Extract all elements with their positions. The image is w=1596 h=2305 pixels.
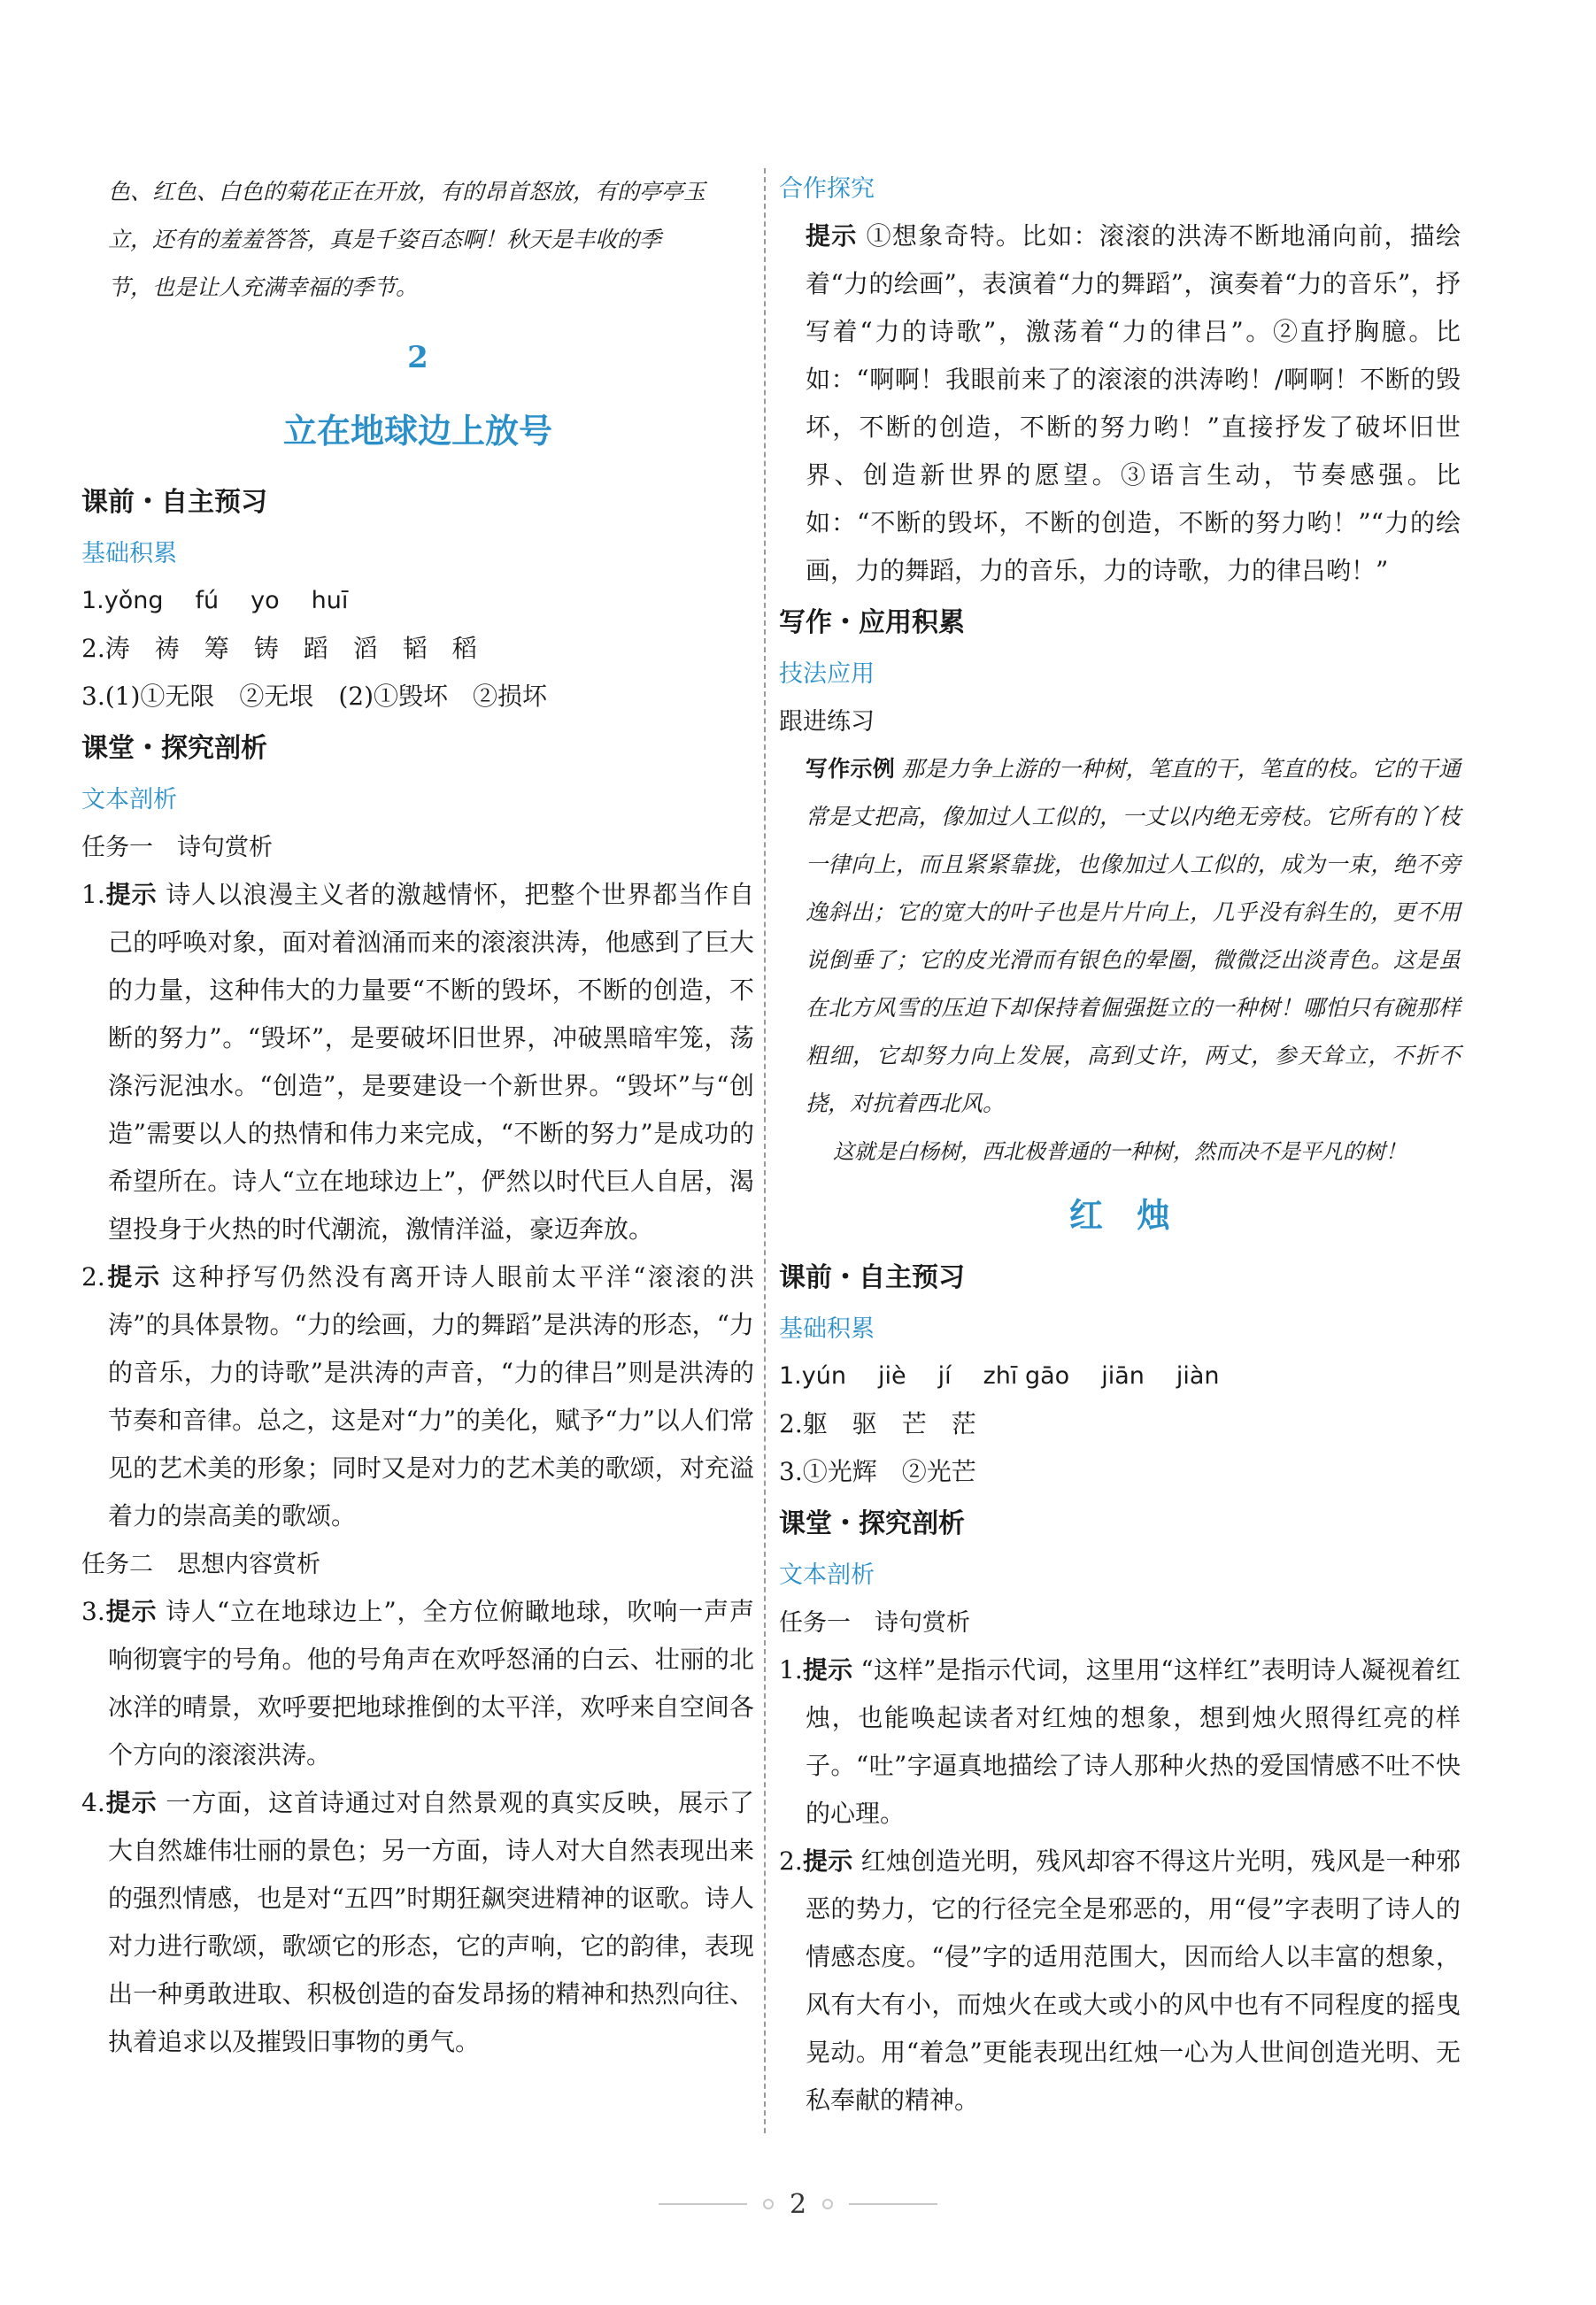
section-heading-writing: 写作・应用积累 [779,608,965,637]
answer-2: 2.提示 红烛创造光明，残风却容不得这片光明，残风是一种邪恶的势力，它的行径完全是邪恶的，用“侵”字表明了诗人的情感态度。“侵”字的适用范围大，因而给人以丰富的想象，风有大有小，而烛火在或大或小的风中也有不同程度的摇曳晃动。用“着急”更能表现出红烛一心为人世间创造光明、无私奉献的精神。 [779,1846,1461,2115]
answer-3: 3.提示 诗人“立在地球边上”，全方位俯瞰地球，吹响一声声响彻寰宇的号角。他的号角声在欢呼怒涌的白云、壮丽的北冰洋的晴景，欢呼要把地球推倒的太平洋，欢呼来自空间各个方向的滚滚洪涛。 [81,1597,754,1769]
left-column [81,168,754,2066]
right-column [779,168,1461,2124]
answer-item: 2.躯 驱 芒 茫 [779,1409,976,1438]
chapter-number: 2 [407,340,428,375]
answer-item: 2.涛 祷 筹 铸 蹈 滔 韬 稻 [81,634,477,663]
subheading-text-analysis: 文本剖析 [779,1561,875,1588]
pinyin-answer: 1.yún jiè jí zhī gāo jiān jiàn [779,1362,1220,1390]
subheading-basics: 基础积累 [779,1315,875,1342]
subheading-technique: 技法应用 [779,660,875,687]
task-heading: 任务一 诗句赏析 [779,1609,970,1636]
intro-line: 色、红色、白色的菊花正在开放，有的昂首怒放，有的亭亭玉 [108,179,706,204]
chapter-title: 立在地球边上放号 [282,411,552,451]
answer-1: 1.提示 “这样”是指示代词，这里用“这样红”表明诗人凝视着红烛，也能唤起读者对红烛的想象，想到烛火照得红亮的样子。“吐”字逼真地描绘了诗人那种火热的爱国情感不吐不快的心理。 [779,1655,1461,1828]
intro-line: 立，还有的羞羞答答，真是千姿百态啊！秋天是丰收的季 [108,227,662,252]
subheading-basics: 基础积累 [81,540,177,567]
follow-practice-heading: 跟进练习 [779,708,875,735]
task-heading: 任务二 思想内容赏析 [81,1551,320,1577]
subheading-text-analysis: 文本剖析 [81,786,177,813]
section-heading-preview: 课前・自主预习 [779,1263,965,1292]
answer-1: 1.提示 诗人以浪漫主义者的激越情怀，把整个世界都当作自己的呼唤对象，面对着汹涌而来的滚滚洪涛，他感到了巨大的力量，这种伟大的力量要“不断的毁坏，不断的创造，不断的努力”。“毁坏”，是要破坏旧世界，冲破黑暗牢笼，荡涤污泥浊水。“创造”，是要建设一个新世界。“毁坏”与“创造”需要以人的热情和伟力来完成，“不断的努力”是成功的希望所在。诗人“立在地球边上”，俨然以时代巨人自居，渴望投身于火热的时代潮流，激情洋溢，豪迈奔放。 [81,880,754,1244]
intro-paragraph [81,168,754,312]
task-heading: 任务一 诗句赏析 [81,834,273,860]
page-number: 2 [789,2188,807,2220]
answer-item: 3.①光辉 ②光芒 [779,1457,976,1486]
section-heading-preview: 课前・自主预习 [81,488,267,517]
footer-rule-right [849,2203,937,2205]
cooperative-answer: 提示 ①想象奇特。比如：滚滚的洪涛不断地涌向前，描绘着“力的绘画”，表演着“力的舞蹈”，演奏着“力的音乐”，抒写着“力的诗歌”，激荡着“力的律吕”。②直抒胸臆。比如：“啊啊！我眼前来了的滚滚的洪涛哟！/啊啊！不断的毁坏，不断的创造，不断的努力哟！”直接抒发了破坏旧世界、创造新世界的愿望。③语言生动，节奏感强。比如：“不断的毁坏，不断的创造，不断的努力哟！”“力的绘画，力的舞蹈，力的音乐，力的诗歌，力的律吕哟！” [806,221,1461,585]
pinyin-answer: 1.yǒng fú yo huī [81,587,349,614]
intro-line: 节，也是让人充满幸福的季节。 [108,274,419,300]
column-divider [764,168,766,2133]
chapter-title-hongzhu: 红 烛 [1068,1195,1170,1235]
answer-4: 4.提示 一方面，这首诗通过对自然景观的真实反映，展示了大自然雄伟壮丽的景色；另一方面，诗人对大自然表现出来的强烈情感，也是对“五四”时期狂飙突进精神的讴歌。诗人对力进行歌颂，歌颂它的形态，它的声响，它的韵律，表现出一种勇敢进取、积极创造的奋发昂扬的精神和热烈向往、执着追求以及摧毁旧事物的勇气。 [81,1788,754,2056]
writing-example: 写作示例 那是力争上游的一种树，笔直的干，笔直的枝。它的干通常是丈把高，像加过人工似的，一丈以内绝无旁枝。它所有的丫枝一律向上，而且紧紧靠拢，也像加过人工似的，成为一束，绝不旁逸斜出；它的宽大的叶子也是片片向上，几乎没有斜生的，更不用说倒垂了；它的皮光滑而有银色的晕圈，微微泛出淡青色。这是虽在北方风雪的压迫下却保持着倔强挺立的一种树！哪怕只有碗那样粗细，它却努力向上发展，高到丈许，两丈，参天耸立，不折不挠，对抗着西北风。 [806,756,1461,1116]
answer-item: 3.(1)①无限 ②无垠 (2)①毁坏 ②损坏 [81,682,548,711]
footer-dot-right [822,2199,833,2209]
footer-dot-left [763,2199,774,2209]
footer-rule-left [659,2203,747,2205]
subheading-cooperative: 合作探究 [779,175,875,202]
answer-2: 2.提示 这种抒写仍然没有离开诗人眼前太平洋“滚滚的洪涛”的具体景物。“力的绘画，力的舞蹈”是洪涛的形态，“力的音乐，力的诗歌”是洪涛的声音，“力的律吕”则是洪涛的节奏和音律。总之，这是对“力”的美化，赋予“力”以人们常见的艺术美的形象；同时又是对力的艺术美的歌颂，对充溢着力的崇高美的歌颂。 [81,1262,754,1530]
section-heading-class: 课堂・探究剖析 [779,1509,965,1538]
section-heading-class: 课堂・探究剖析 [81,734,267,763]
writing-example-conclusion: 这就是白杨树，西北极普通的一种树，然而决不是平凡的树！ [833,1139,1407,1164]
page-footer [0,2186,1596,2222]
